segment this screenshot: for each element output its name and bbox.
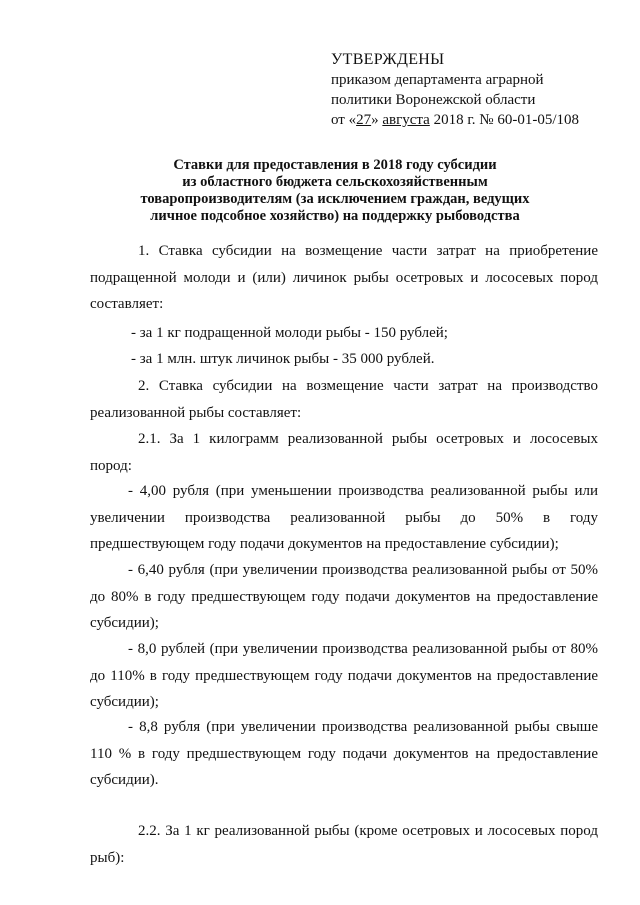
title-line-2: из областного бюджета сельскохозяйственным xyxy=(182,174,488,190)
section-1-item-2: - за 1 млн. штук личинок рыбы - 35 000 рублей. xyxy=(131,351,435,367)
rate-bullet-2: - 6,40 рубля (при увеличении производства реализованной рыбы от 50% до 80% в году предшествующем году подачи документов на предоставление субсидии); xyxy=(90,562,598,631)
title-line-4: личное подсобное хозяйство) на поддержку рыбоводства xyxy=(150,208,520,224)
rate-bullet-3: - 8,0 рублей (при увеличении производства реализованной рыбы от 80% до 110% в году предшествующем году подачи документов на предоставление субсидии); xyxy=(90,641,598,710)
section-2-1-intro: 2.1. За 1 килограмм реализованной рыбы осетровых и лососевых пород: xyxy=(90,431,598,474)
approval-line-1: приказом департамента аграрной xyxy=(331,72,544,88)
rate-bullet-4: - 8,8 рубля (при увеличении производства реализованной рыбы свыше 110 % в году предшествующем году подачи документов на предоставление субсидии). xyxy=(90,719,598,788)
section-2-2-intro: 2.2. За 1 кг реализованной рыбы (кроме осетровых и лососевых пород рыб): xyxy=(90,823,598,866)
rate-bullet-1: - 4,00 рубля (при уменьшении производства реализованной рыбы или увеличении производства реализованной рыбы до 50% в году предшествующем году подачи документов на предоставление субсидии); xyxy=(90,483,598,552)
section-1-item-1: - за 1 кг подращенной молоди рыбы - 150 рублей; xyxy=(131,325,448,341)
approval-line-2: политики Воронежской области xyxy=(331,92,536,108)
title-line-3: товаропроизводителям (за исключением граждан, ведущих xyxy=(140,191,530,207)
title-line-1: Ставки для предоставления в 2018 году субсидии xyxy=(173,157,497,173)
section-2-intro: 2. Ставка субсидии на возмещение части затрат на производство реализованной рыбы составляет: xyxy=(90,378,598,421)
date-day: 27 xyxy=(356,112,372,128)
approval-date-line xyxy=(331,110,579,130)
date-prefix: от « xyxy=(331,112,357,128)
date-month: августа xyxy=(382,112,430,128)
date-mid: » xyxy=(371,112,383,128)
section-1-intro: 1. Ставка субсидии на возмещение части затрат на приобретение подращенной молоди и (или) личинок рыбы осетровых и лососевых пород составляет: xyxy=(90,243,598,312)
date-suffix: 2018 г. № 60-01-05/108 xyxy=(429,112,579,128)
approval-heading: УТВЕРЖДЕНЫ xyxy=(331,51,445,68)
approval-block xyxy=(331,50,579,130)
document-title xyxy=(100,157,570,225)
